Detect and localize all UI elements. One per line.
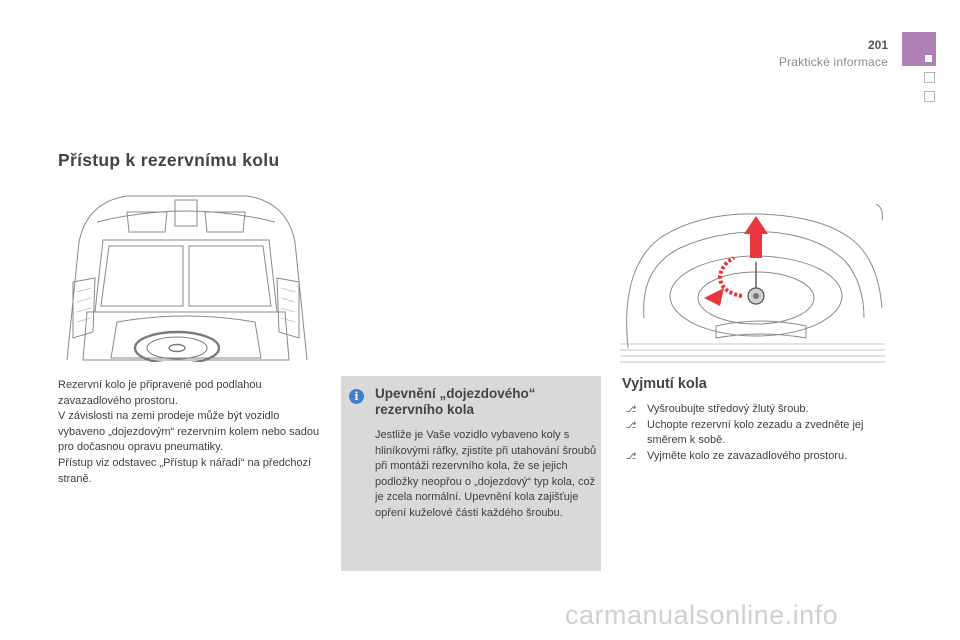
chapter-tab [902,32,936,66]
info-box-title: Upevnění „dojezdového“ rezervního kola [375,386,536,417]
removal-title: Vyjmutí kola [622,376,707,392]
info-icon: i [349,389,364,404]
info-box-body: Jestliže je Vaše vozidlo vybaveno koly s hliníkovými ráfky, zjistíte při utahování šroubů při montáži rezervního kola, že se jejich podložky neopřou o „dojezdový“ typ kola, což je zcela normální. Upevnění kola zajišťuje opření kuželové části každého šroubu. [375,429,597,519]
list-item: ⎇ Uchopte rezervní kolo zezadu a zvedněte jej směrem k sobě. [626,418,864,447]
arrow-bullet-icon: ⎇ [626,450,637,461]
list-item: ⎇ Vyšroubujte středový žlutý šroub. [622,402,892,418]
arrow-bullet-icon: ⎇ [626,404,637,414]
lift-arrow-icon [744,216,768,258]
intro-text [58,378,328,487]
list-item: ⎇ Vyjměte kolo ze zavazadlového prostoru. [622,449,892,465]
center-bolt-icon [748,262,764,304]
info-box [341,376,601,571]
chapter-tab-outline [924,72,935,83]
intro-paragraph: Rezervní kolo je připravené pod podlahou zavazadlového prostoru. [58,379,262,407]
intro-paragraph: Přístup viz odstavec „Přístup k nářadí“ na předchozí straně. [58,456,312,485]
intro-paragraph: V závislosti na zemi prodeje může být vozidlo vybaveno „dojezdovým“ rezervním kolem nebo sadou pro dočasnou opravu pneumatiky. [58,410,320,454]
chapter-title: Praktické informace [778,55,888,69]
page-number: 201 [867,38,888,52]
section-title: Přístup k rezervnímu kolu [58,150,280,170]
removal-steps [622,402,892,464]
chapter-tab-outline [924,91,935,102]
watermark: carmanualsonline.info [565,600,839,630]
arrow-bullet-icon: ⎇ [626,419,637,430]
spare-wheel-removal-illustration [620,198,885,368]
trunk-spare-wheel-illustration [57,182,315,362]
